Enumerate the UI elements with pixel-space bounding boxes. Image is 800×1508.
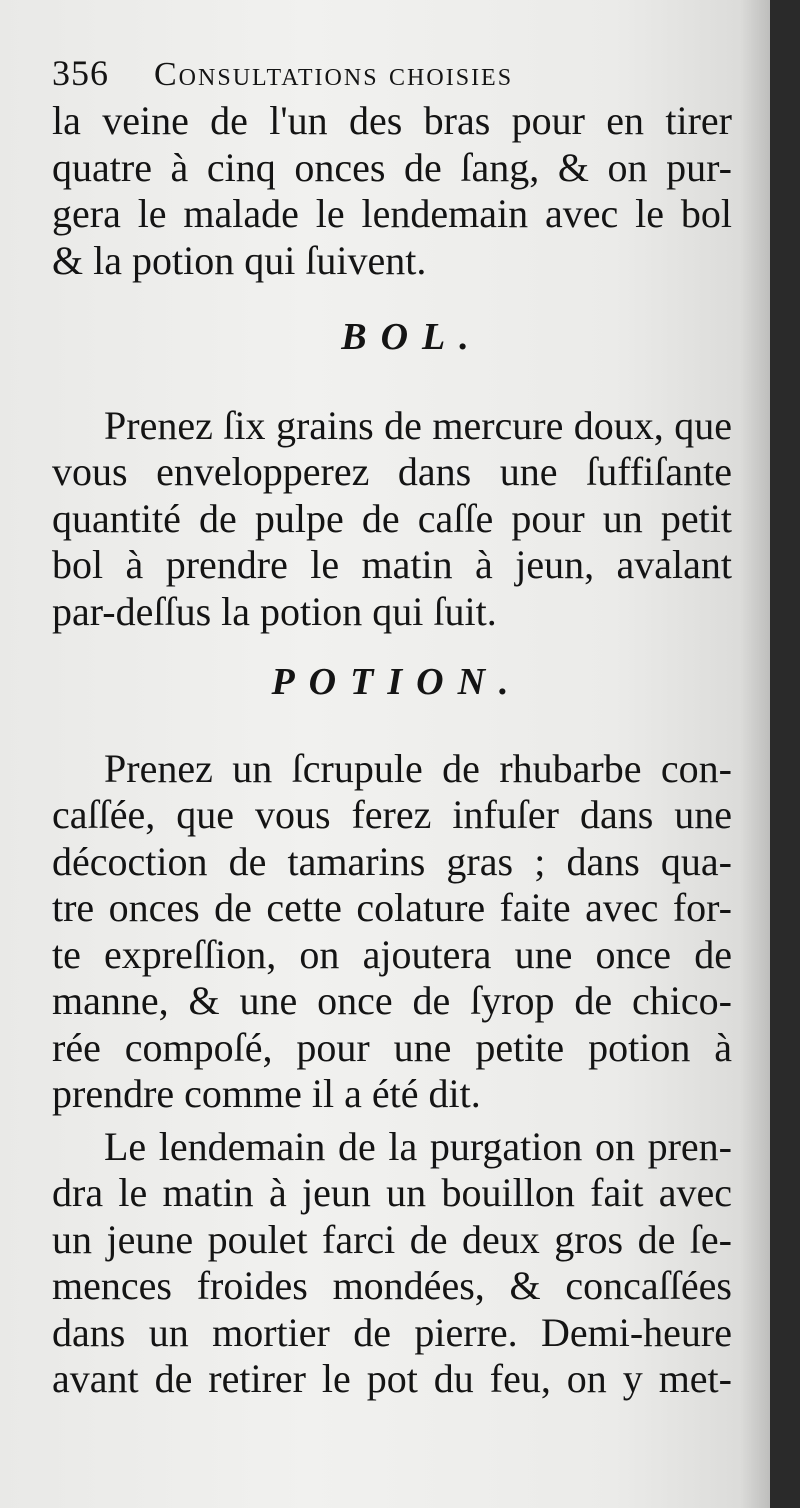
running-head	[52, 50, 732, 98]
running-title: Consultations choisies	[154, 56, 514, 93]
text-line: la veine de l'un des bras pour en tirer	[52, 98, 732, 143]
opening-paragraph	[52, 98, 732, 284]
bol-paragraph	[52, 403, 732, 636]
text-line: décoction de tamarins gras ; dans qua-	[52, 838, 732, 884]
text-line: dra le matin à jeun un bouillon fait avec	[52, 1170, 732, 1215]
text-line: tre onces de cette colature faite avec for-	[52, 885, 732, 930]
text-line: quantité de pulpe de caſſe pour un petit	[52, 495, 732, 541]
text-line: caſſée, que vous ferez infuſer dans une	[52, 792, 732, 837]
bol-heading: BOL.	[341, 316, 483, 358]
text-line: rée compoſé, pour une petite potion à	[52, 1024, 732, 1070]
text-line: un jeune poulet farci de deux gros de ſe-	[52, 1216, 732, 1262]
text-line: avant de retirer le pot du feu, on y met-	[52, 1356, 732, 1401]
text-line: bol à prendre le matin à jeun, avalant	[52, 542, 732, 587]
page-text	[52, 50, 732, 1403]
text-line: vous envelopperez dans une ſuffiſante	[52, 449, 732, 494]
text-line: & la potion qui ſuivent.	[52, 237, 427, 283]
text-line: par-deſſus la potion qui ſuit.	[52, 588, 497, 634]
page-number: 356	[52, 53, 109, 93]
text-line: prendre comme il a été dit.	[52, 1071, 481, 1116]
text-line: Prenez ſix grains de mercure doux, que	[104, 402, 732, 448]
text-line: te expreſſion, on ajoutera une once de	[52, 931, 732, 977]
text-line: Prenez un ſcrupule de rhubarbe con-	[104, 745, 732, 791]
text-line: quatre à cinq onces de ſang, & on pur-	[52, 144, 732, 190]
potion-paragraph	[52, 746, 732, 1118]
potion-heading: POTION.	[271, 661, 523, 703]
text-line: mences froides mondées, & concaſſées	[52, 1263, 732, 1308]
text-line: Le lendemain de la purgation on pren-	[104, 1123, 732, 1169]
text-line: manne, & une once de ſyrop de chico-	[52, 978, 732, 1023]
text-line: gera le malade le lendemain avec le bol	[52, 191, 732, 236]
closing-paragraph	[52, 1124, 732, 1403]
text-line: dans un mortier de pierre. Demi-heure	[52, 1309, 732, 1355]
